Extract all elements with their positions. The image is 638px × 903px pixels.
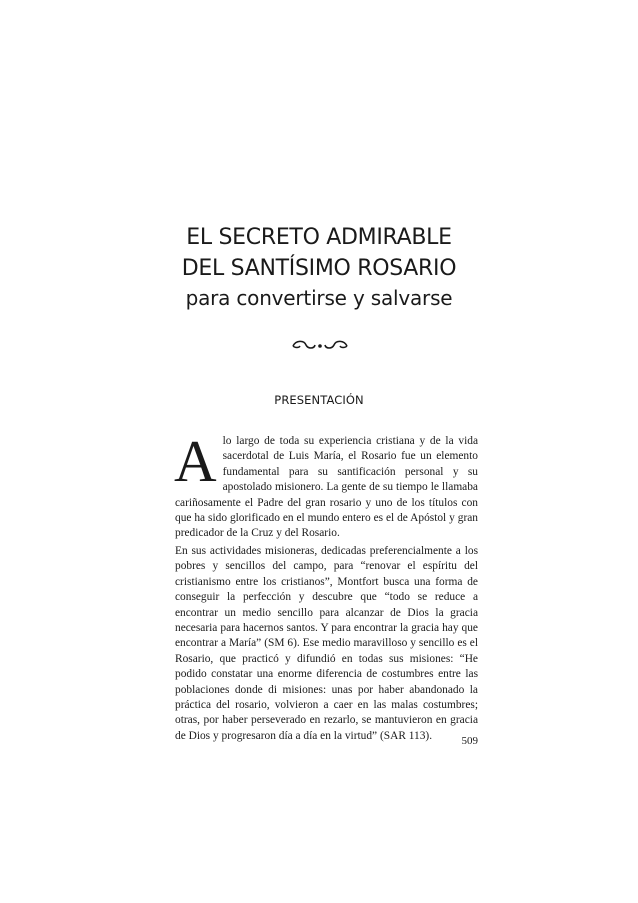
paragraph-1-text: lo largo de toda su experiencia cristiana y de la vida sacerdotal de Luis María, el Rosario fue un elemento fundamental para su santificación personal y su apostolado misionero. La gente de su tiempo le llamaba cariñosamente el Padre del gran rosario y uno de los títulos con que ha sido glorificado en el mundo entero es el de Apóstol y gran predicador de la Cruz y del Rosario.	[175, 435, 478, 540]
title-line-1: EL SECRETO ADMIRABLE	[186, 225, 452, 250]
paragraph-1	[174, 428, 478, 542]
decorative-flourish-icon	[290, 338, 350, 352]
drop-cap: A	[174, 428, 217, 494]
chapter-title	[160, 222, 478, 313]
section-heading: PRESENTACIÓN	[274, 393, 364, 407]
paragraph-2: En sus actividades misioneras, dedicadas preferencialmente a los pobres y sencillos del campo, para “renovar el espíritu del cristianismo entre los cristianos”, Montfort busca una forma de conseguir la perfección y descubre que “todo se reduce a encontrar un medio sencillo para alcanzar de Dios la gracia necesaria para hacernos santos. Y para encontrar la gracia hay que encontrar a María” (SM 6). Ese medio maravilloso y sencillo es el Rosario, que practicó y difundió en todas sus misiones: “He podido constatar una enorme diferencia de costumbres entre las poblaciones donde di misiones: unas por haber abandonado la práctica del rosario, volvieron a caer en las malas costumbres; otras, por haber perseverado en rezarlo, se mantuvieron en gracia de Dios y progresaron día a día en la virtud” (SAR 113).	[175, 545, 478, 742]
page-number: 509	[461, 735, 478, 747]
chapter-subtitle: para convertirse y salvarse	[185, 286, 453, 310]
title-line-2: DEL SANTÍSIMO ROSARIO	[181, 256, 457, 281]
